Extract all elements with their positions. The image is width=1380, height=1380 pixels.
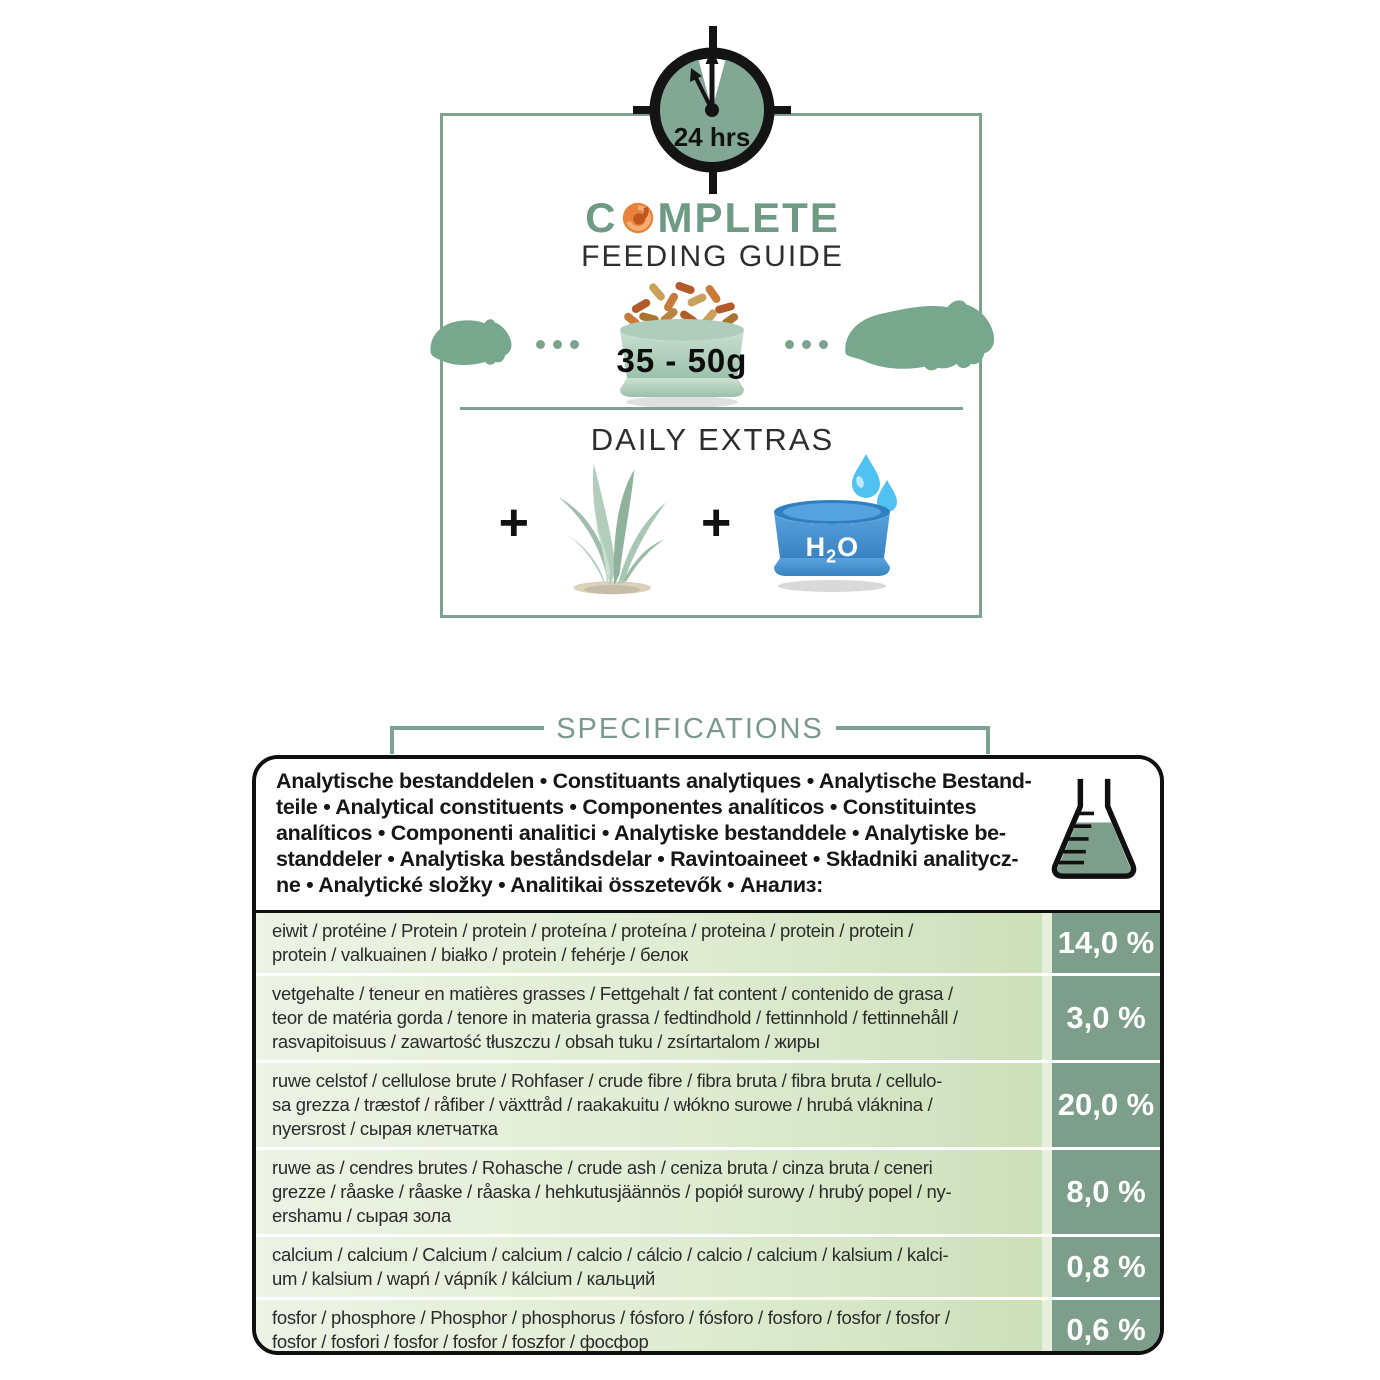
bracket-left xyxy=(390,726,544,754)
daily-extras-title: DAILY EXTRAS xyxy=(590,422,835,457)
portion-label: 35 - 50g xyxy=(616,342,748,379)
row-value: 3,0 % xyxy=(1042,976,1160,1060)
row-value: 0,6 % xyxy=(1042,1300,1160,1355)
water-bowl-icon xyxy=(747,452,925,594)
row-label: eiwit / protéine / Protein / protein / proteína / proteína / proteina / protein / protein / protein / valkuainen / białko / protein / fehérje / белок xyxy=(256,913,1042,973)
header-line: ne • Analytické složky • Analitikai összetevők • Анализ: xyxy=(276,873,824,897)
header-line: Analytische bestanddelen • Constituants analytiques • Analytische Bestand- xyxy=(276,769,1032,793)
dots-right-icon xyxy=(785,340,828,349)
feeding-row xyxy=(448,280,976,408)
food-bowl-icon xyxy=(587,280,777,408)
specifications-title: SPECIFICATIONS xyxy=(556,713,824,745)
row-value: 20,0 % xyxy=(1042,1063,1160,1147)
feeding-guide-subtitle: FEEDING GUIDE xyxy=(581,240,844,273)
complete-title xyxy=(440,194,985,242)
constituents-table xyxy=(256,913,1160,1351)
guinea-pig-small-icon xyxy=(420,311,528,377)
table-row xyxy=(256,913,1160,973)
row-label: vetgehalte / teneur en matières grasses / Fettgehalt / fat content / contenido de grasa / teor de matéria gorda / tenore in materia grassa / fedtindhold / fettinnhold / fettinnehåll / rasvapitoisuus / zawartość tłuszczu / obsah tuku / zsírtartalom / жиры xyxy=(256,976,1042,1060)
complete-o-icon xyxy=(619,199,657,237)
row-label: ruwe as / cendres brutes / Rohasche / crude ash / ceniza bruta / cinza bruta / ceneri grezze / råaske / råaske / råaska / hehkutusjäännös / popiół surowy / hrubý popel / ny- ershamu / сырая зола xyxy=(256,1150,1042,1234)
flask-icon xyxy=(1044,769,1144,887)
table-row xyxy=(256,1147,1160,1234)
row-label: ruwe celstof / cellulose brute / Rohfaser / crude fibre / fibra bruta / fibra bruta / cellulo- sa grezza / træstof / råfiber / växttråd / raakakuitu / włókno surowe / hrubá vláknina / nyersrost / сырая клетчатка xyxy=(256,1063,1042,1147)
complete-title-rest: MPLETE xyxy=(657,194,840,241)
complete-title-c: C xyxy=(585,194,618,241)
header-line: teile • Analytical constituents • Componentes analíticos • Constituintes xyxy=(276,795,977,819)
specifications-heading xyxy=(0,712,1380,754)
row-value: 8,0 % xyxy=(1042,1150,1160,1234)
row-label: fosfor / phosphore / Phosphor / phosphorus / fósforo / fósforo / fosforo / fosfor / fosfor / fosfor / fosfori / fosfor / fosfor / foszfor / фосфор xyxy=(256,1300,1042,1355)
daily-extras-row xyxy=(448,448,976,598)
table-row xyxy=(256,1234,1160,1297)
table-row xyxy=(256,973,1160,1060)
row-value: 0,8 % xyxy=(1042,1237,1160,1297)
table-row xyxy=(256,1297,1160,1355)
section-divider xyxy=(460,407,963,410)
table-row xyxy=(256,1060,1160,1147)
clock-icon xyxy=(633,26,791,194)
clock-label: 24 hrs xyxy=(673,122,751,152)
bracket-right xyxy=(836,726,990,754)
header-line: analíticos • Componenti analitici • Analytiske bestanddele • Analytiske be- xyxy=(276,821,1006,845)
grass-icon xyxy=(545,449,685,597)
header-line: standdeler • Analytiska beståndsdelar • Ravintoaineet • Składniki analitycz- xyxy=(276,847,1019,871)
water-label: $H_2O$ xyxy=(805,532,860,567)
guinea-pig-large-icon xyxy=(836,292,1004,396)
dots-left-icon xyxy=(536,340,579,349)
row-value: 14,0 % xyxy=(1042,913,1160,973)
row-label: calcium / calcium / Calcium / calcium / calcio / cálcio / calcio / calcium / kalsium / kalci- um / kalsium / wapń / vápník / kálcium / кальций xyxy=(256,1237,1042,1297)
plus-icon: + xyxy=(498,494,529,552)
plus-icon: + xyxy=(701,494,732,552)
analytical-constituents-header xyxy=(256,759,1160,913)
specifications-panel xyxy=(252,755,1164,1355)
